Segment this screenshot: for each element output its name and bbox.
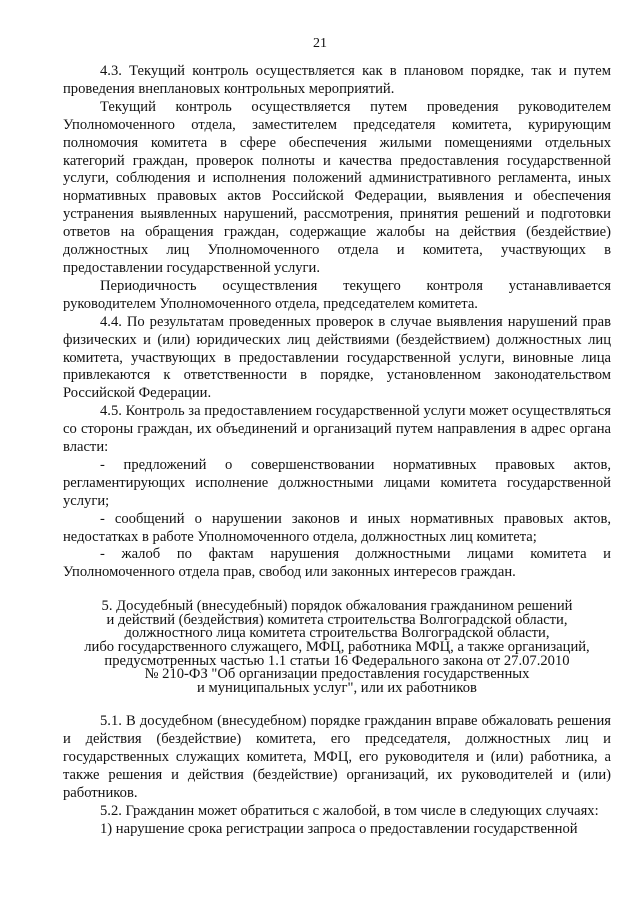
section-title-line: либо государственного служащего, МФЦ, работника МФЦ, а также организаций, [84, 639, 590, 656]
section-title-line: и муниципальных услуг", или их работников [197, 679, 477, 696]
section-title-line: № 210-ФЗ "Об организации предоставления государственных [144, 666, 530, 683]
section-title-line: должностного лица комитета строительства Волгоградской области, [124, 625, 550, 642]
list-item-1: 1) нарушение срока регистрации запроса о предоставлении государственной [100, 820, 578, 837]
list-item-proposals: - предложений о совершенствовании нормативных правовых актов, регламентирующих исполнение должностными лицами комитета государственной услуги; [63, 456, 611, 509]
document-body [63, 63, 611, 839]
spacer [63, 695, 611, 713]
page-number: 21 [313, 36, 327, 51]
paragraph-4-4: 4.4. По результатам проведенных проверок в случае выявления нарушений прав физических и (или) юридических лиц действиями (бездействием) должностных лиц комитета, участвующих в предоставлении государственной услуги, виновные лица привлекаются к ответственности в порядке, установленном законодательством Российской Федерации. [63, 313, 611, 402]
paragraph-5-2: 5.2. Гражданин может обратиться с жалобой, в том числе в следующих случаях: [100, 802, 599, 819]
section-5-title [63, 600, 611, 695]
list-item-complaints: - жалоб по фактам нарушения должностными лицами комитета и Уполномоченного отдела прав, свобод или законных интересов граждан. [63, 546, 611, 581]
section-title-line: и действий (бездействия) комитета строительства Волгоградской области, [106, 611, 568, 628]
paragraph-5-1: 5.1. В досудебном (внесудебном) порядке гражданин вправе обжаловать решения и действия (бездействие) комитета, его председателя, должностных лиц и государственных служащих комитета, МФЦ, его руководителя и (или) работника, а также решения и действия (бездействие) организаций, их руководителей и (или) работников. [63, 713, 611, 802]
list-item-reports: - сообщений о нарушении законов и иных нормативных правовых актов, недостатках в работе Уполномоченного отдела, должностных лиц комитета; [63, 510, 611, 545]
section-title-line: предусмотренных частью 1.1 статьи 16 Федерального закона от 27.07.2010 [104, 652, 570, 669]
paragraph-4-3: 4.3. Текущий контроль осуществляется как в плановом порядке, так и путем проведения внеплановых контрольных мероприятий. [63, 63, 611, 97]
paragraph-current-control: Текущий контроль осуществляется путем проведения руководителем Уполномоченного отдела, заместителем председателя комитета, курирующим полномочия комитета в сфере обеспечения жилыми помещениями отдельных категорий граждан, проверок полноты и качества предоставления государственной услуги, соблюдения и исполнения положений административного регламента, иных нормативных правовых актов Российской Федерации, выявления и обеспечения устранения выявленных нарушений, рассмотрения, принятия решений и подготовки ответов на обращения граждан, содержащие жалобы на действия (бездействие) должностных лиц Уполномоченного отдела и комитета, участвующих в предоставлении государственной услуги. [63, 98, 611, 276]
paragraph-4-5: 4.5. Контроль за предоставлением государственной услуги может осуществляться со стороны граждан, их объединений и организаций путем направления в адрес органа власти: [63, 403, 611, 456]
paragraph-periodicity: Периодичность осуществления текущего контроля устанавливается руководителем Уполномоченного отдела, председателем комитета. [63, 277, 611, 312]
section-title-line: 5. Досудебный (внесудебный) порядок обжалования гражданином решений [101, 598, 573, 615]
